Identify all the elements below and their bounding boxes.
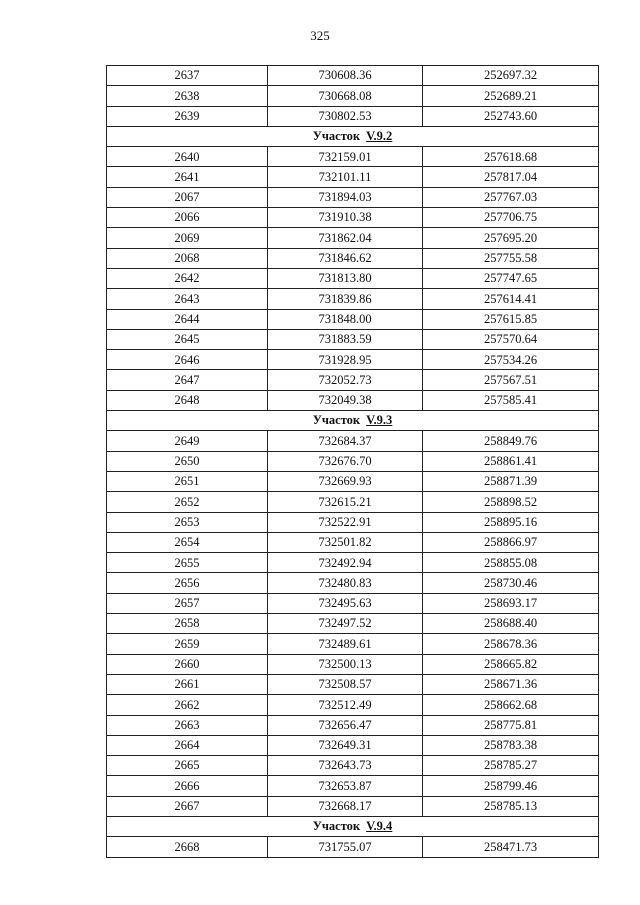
point-number-cell: 2662 — [107, 695, 268, 715]
y-coordinate-cell: 258895.16 — [423, 512, 599, 532]
x-coordinate-cell: 732508.57 — [268, 674, 423, 694]
y-coordinate-cell: 258861.41 — [423, 451, 599, 471]
table-row — [107, 796, 599, 816]
point-number-cell: 2640 — [107, 147, 268, 167]
table-row — [107, 573, 599, 593]
x-coordinate-cell: 732676.70 — [268, 451, 423, 471]
x-coordinate-cell: 732512.49 — [268, 695, 423, 715]
y-coordinate-cell: 258785.13 — [423, 796, 599, 816]
y-coordinate-cell: 258871.39 — [423, 471, 599, 491]
point-number-cell: 2647 — [107, 370, 268, 390]
section-label: Участок — [312, 129, 361, 144]
point-number-cell: 2668 — [107, 837, 268, 857]
point-number-cell: 2069 — [107, 228, 268, 248]
y-coordinate-cell: 258662.68 — [423, 695, 599, 715]
point-number-cell: 2637 — [107, 66, 268, 86]
table-row — [107, 208, 599, 228]
section-header — [107, 126, 599, 146]
y-coordinate-cell: 258665.82 — [423, 654, 599, 674]
x-coordinate-cell: 732656.47 — [268, 715, 423, 735]
y-coordinate-cell: 252697.32 — [423, 66, 599, 86]
point-number-cell: 2067 — [107, 187, 268, 207]
y-coordinate-cell: 258785.27 — [423, 756, 599, 776]
table-row — [107, 86, 599, 106]
point-number-cell: 2658 — [107, 614, 268, 634]
y-coordinate-cell: 257755.58 — [423, 248, 599, 268]
coordinates-table — [106, 65, 599, 858]
x-coordinate-cell: 731848.00 — [268, 309, 423, 329]
point-number-cell: 2653 — [107, 512, 268, 532]
section-label: Участок — [312, 819, 361, 834]
y-coordinate-cell: 252743.60 — [423, 106, 599, 126]
table-row — [107, 512, 599, 532]
y-coordinate-cell: 257615.85 — [423, 309, 599, 329]
point-number-cell: 2652 — [107, 492, 268, 512]
point-number-cell: 2648 — [107, 390, 268, 410]
point-number-cell: 2645 — [107, 329, 268, 349]
table-row — [107, 390, 599, 410]
x-coordinate-cell: 732492.94 — [268, 553, 423, 573]
point-number-cell: 2661 — [107, 674, 268, 694]
point-number-cell: 2657 — [107, 593, 268, 613]
x-coordinate-cell: 732522.91 — [268, 512, 423, 532]
table-row — [107, 431, 599, 451]
point-number-cell: 2666 — [107, 776, 268, 796]
y-coordinate-cell: 257614.41 — [423, 289, 599, 309]
y-coordinate-cell: 258898.52 — [423, 492, 599, 512]
section-code: V.9.4 — [366, 819, 393, 834]
table-row — [107, 471, 599, 491]
y-coordinate-cell: 258730.46 — [423, 573, 599, 593]
table-row — [107, 309, 599, 329]
point-number-cell: 2638 — [107, 86, 268, 106]
table-row — [107, 289, 599, 309]
table-row — [107, 553, 599, 573]
point-number-cell: 2656 — [107, 573, 268, 593]
table-row — [107, 776, 599, 796]
point-number-cell: 2642 — [107, 268, 268, 288]
y-coordinate-cell: 258855.08 — [423, 553, 599, 573]
y-coordinate-cell: 258471.73 — [423, 837, 599, 857]
table-row — [107, 106, 599, 126]
x-coordinate-cell: 732480.83 — [268, 573, 423, 593]
x-coordinate-cell: 731846.62 — [268, 248, 423, 268]
table-row — [107, 654, 599, 674]
x-coordinate-cell: 731755.07 — [268, 837, 423, 857]
y-coordinate-cell: 258799.46 — [423, 776, 599, 796]
table-row — [107, 167, 599, 187]
section-code: V.9.2 — [366, 129, 393, 144]
y-coordinate-cell: 257585.41 — [423, 390, 599, 410]
x-coordinate-cell: 732653.87 — [268, 776, 423, 796]
y-coordinate-cell: 258678.36 — [423, 634, 599, 654]
y-coordinate-cell: 257570.64 — [423, 329, 599, 349]
x-coordinate-cell: 732501.82 — [268, 532, 423, 552]
x-coordinate-cell: 732497.52 — [268, 614, 423, 634]
table-row — [107, 756, 599, 776]
x-coordinate-cell: 730668.08 — [268, 86, 423, 106]
x-coordinate-cell: 732489.61 — [268, 634, 423, 654]
x-coordinate-cell: 732495.63 — [268, 593, 423, 613]
table-row — [107, 837, 599, 857]
coordinates-table-body — [107, 66, 599, 858]
point-number-cell: 2066 — [107, 208, 268, 228]
table-row — [107, 451, 599, 471]
table-row — [107, 329, 599, 349]
y-coordinate-cell: 257695.20 — [423, 228, 599, 248]
x-coordinate-cell: 732668.17 — [268, 796, 423, 816]
table-row — [107, 735, 599, 755]
point-number-cell: 2650 — [107, 451, 268, 471]
x-coordinate-cell: 732052.73 — [268, 370, 423, 390]
section-code: V.9.3 — [366, 413, 393, 428]
y-coordinate-cell: 258783.38 — [423, 735, 599, 755]
table-row — [107, 350, 599, 370]
table-row — [107, 147, 599, 167]
point-number-cell: 2659 — [107, 634, 268, 654]
point-number-cell: 2654 — [107, 532, 268, 552]
point-number-cell: 2651 — [107, 471, 268, 491]
table-row — [107, 695, 599, 715]
section-header-row — [107, 411, 599, 431]
y-coordinate-cell: 257767.03 — [423, 187, 599, 207]
table-row — [107, 634, 599, 654]
x-coordinate-cell: 732643.73 — [268, 756, 423, 776]
table-row — [107, 614, 599, 634]
y-coordinate-cell: 257618.68 — [423, 147, 599, 167]
point-number-cell: 2667 — [107, 796, 268, 816]
y-coordinate-cell: 258849.76 — [423, 431, 599, 451]
point-number-cell: 2644 — [107, 309, 268, 329]
table-row — [107, 715, 599, 735]
table-row — [107, 66, 599, 86]
point-number-cell: 2655 — [107, 553, 268, 573]
table-row — [107, 674, 599, 694]
table-row — [107, 532, 599, 552]
x-coordinate-cell: 731813.80 — [268, 268, 423, 288]
x-coordinate-cell: 732615.21 — [268, 492, 423, 512]
x-coordinate-cell: 732669.93 — [268, 471, 423, 491]
page-number: 325 — [310, 28, 330, 43]
point-number-cell: 2641 — [107, 167, 268, 187]
y-coordinate-cell: 257817.04 — [423, 167, 599, 187]
x-coordinate-cell: 731839.86 — [268, 289, 423, 309]
point-number-cell: 2649 — [107, 431, 268, 451]
y-coordinate-cell: 257747.65 — [423, 268, 599, 288]
point-number-cell: 2660 — [107, 654, 268, 674]
x-coordinate-cell: 731910.38 — [268, 208, 423, 228]
y-coordinate-cell: 258693.17 — [423, 593, 599, 613]
table-row — [107, 593, 599, 613]
point-number-cell: 2643 — [107, 289, 268, 309]
x-coordinate-cell: 730608.36 — [268, 66, 423, 86]
x-coordinate-cell: 732159.01 — [268, 147, 423, 167]
point-number-cell: 2639 — [107, 106, 268, 126]
x-coordinate-cell: 731928.95 — [268, 350, 423, 370]
point-number-cell: 2663 — [107, 715, 268, 735]
x-coordinate-cell: 731862.04 — [268, 228, 423, 248]
y-coordinate-cell: 258775.81 — [423, 715, 599, 735]
y-coordinate-cell: 252689.21 — [423, 86, 599, 106]
x-coordinate-cell: 731883.59 — [268, 329, 423, 349]
x-coordinate-cell: 730802.53 — [268, 106, 423, 126]
section-header — [107, 816, 599, 836]
table-row — [107, 187, 599, 207]
y-coordinate-cell: 258671.36 — [423, 674, 599, 694]
section-label: Участок — [312, 413, 361, 428]
section-header — [107, 411, 599, 431]
x-coordinate-cell: 732101.11 — [268, 167, 423, 187]
x-coordinate-cell: 732684.37 — [268, 431, 423, 451]
point-number-cell: 2665 — [107, 756, 268, 776]
point-number-cell: 2068 — [107, 248, 268, 268]
table-row — [107, 268, 599, 288]
y-coordinate-cell: 257534.26 — [423, 350, 599, 370]
x-coordinate-cell: 732049.38 — [268, 390, 423, 410]
table-row — [107, 248, 599, 268]
y-coordinate-cell: 257706.75 — [423, 208, 599, 228]
y-coordinate-cell: 258866.97 — [423, 532, 599, 552]
x-coordinate-cell: 731894.03 — [268, 187, 423, 207]
table-row — [107, 228, 599, 248]
point-number-cell: 2664 — [107, 735, 268, 755]
table-row — [107, 492, 599, 512]
y-coordinate-cell: 258688.40 — [423, 614, 599, 634]
table-row — [107, 370, 599, 390]
point-number-cell: 2646 — [107, 350, 268, 370]
y-coordinate-cell: 257567.51 — [423, 370, 599, 390]
section-header-row — [107, 816, 599, 836]
section-header-row — [107, 126, 599, 146]
x-coordinate-cell: 732649.31 — [268, 735, 423, 755]
x-coordinate-cell: 732500.13 — [268, 654, 423, 674]
